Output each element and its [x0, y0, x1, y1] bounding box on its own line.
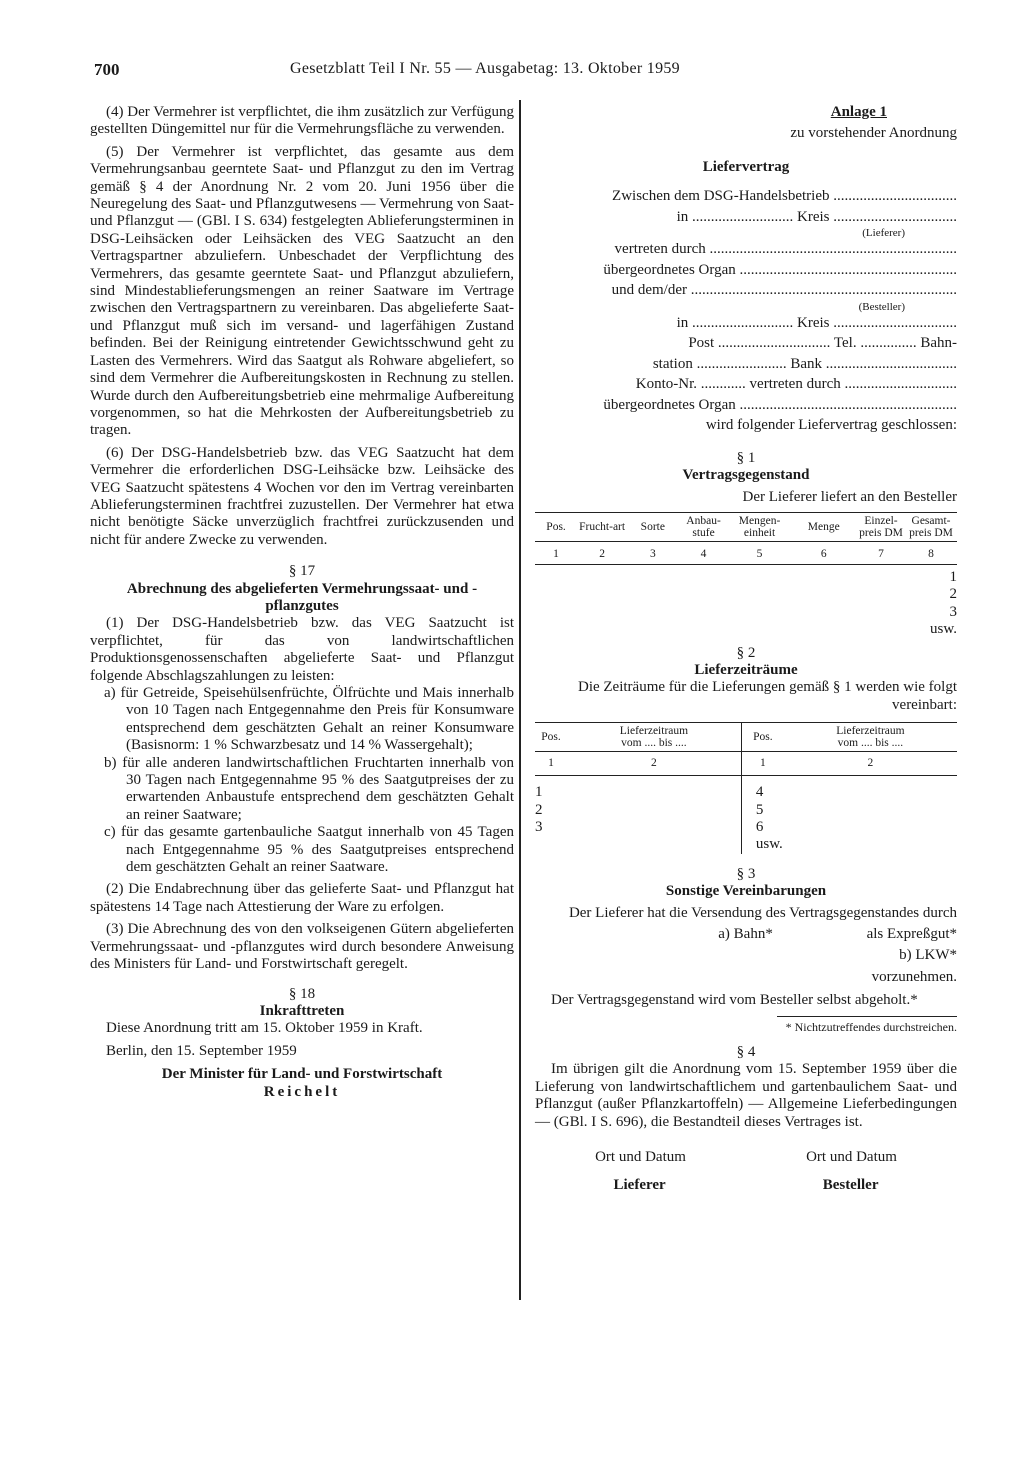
- table-row: 3: [949, 603, 957, 620]
- footnote-text: * Nichtzutreffendes durchstreichen.: [777, 1016, 957, 1036]
- form-line-account: Konto-Nr. ............ vertreten durch ..............................: [635, 376, 957, 393]
- signer-title: Der Minister für Land- und Forstwirtschaft: [161, 1066, 443, 1083]
- page-number: 700: [94, 60, 120, 79]
- signature-places: [535, 1149, 957, 1166]
- table-row: 1: [949, 568, 957, 585]
- col-period-left: [567, 723, 741, 752]
- section-18-text: Diese Anordnung tritt am 15. Oktober 1959 in Kraft.: [106, 1020, 423, 1037]
- section-4-number: § 4: [736, 1044, 756, 1061]
- col-pos-left: Pos.: [535, 723, 567, 752]
- col-number: 1: [535, 541, 577, 564]
- paragraph-4: (4) Der Vermehrer ist verpflichtet, die ihm zusätzlich zur Verfügung gestellten Düngemittel nur für die Vermehrungsfläche zu verwenden.: [90, 104, 514, 138]
- form-line-and: und dem/der .......................................................................: [611, 282, 957, 299]
- section-1-title: Vertragsgegenstand: [682, 467, 810, 484]
- period-rows-right: 4 5 6 usw.: [741, 776, 957, 854]
- label-lieferer: (Lieferer): [862, 227, 905, 240]
- col-gesamtpreis: Gesamt-preis DM: [905, 512, 957, 541]
- items-table: [535, 512, 957, 565]
- section-3-number: § 3: [736, 865, 756, 882]
- form-line-between: Zwischen dem DSG-Handelsbetrieb .................................: [612, 188, 957, 205]
- section-3-text: Der Lieferer hat die Versendung des Vertragsgegenstandes durch: [568, 904, 957, 921]
- col-number: 4: [679, 541, 729, 564]
- section-17-title: Abrechnung des abgelieferten Vermehrungssaat- und -pflanzgutes: [126, 580, 478, 614]
- col-number: 2: [577, 541, 627, 564]
- contract-title: Liefervertrag: [702, 158, 790, 175]
- section-17-paragraph-3: (3) Die Abrechnung des von den volkseigenen Gütern abgelieferten Vermehrungssaat- und -pflanzgutes wird durch besondere Anweisung des Ministers für Land- und Forstwirtschaft geregelt.: [90, 921, 514, 973]
- section-17-item-a: a) für Getreide, Speisehülsenfrüchte, Ölfrüchte und Mais innerhalb von 10 Tagen nach Entgegennahme den Preis für Konsumware entsprechend dem geschätzten Gehalt an reiner Konsumware (Basisnorm: 1 % Schwarzbesatz und 14 % Wassergehalt);: [104, 685, 514, 754]
- place-date-lieferer: Ort und Datum: [595, 1149, 686, 1166]
- col-number: 2: [784, 752, 957, 776]
- col-anbaustufe: Anbau-stufe: [679, 512, 729, 541]
- section-4-text: Im übrigen gilt die Anordnung vom 15. September 1959 über die Lieferung von landwirtschaftlichem und gartenbaulichem Saat- und Pflanzgut (außer Pflanzkartoffeln) — Allgemeine Lieferbedingungen — (GBl. I S. 696), die Bestandteil dieses Vertrages ist.: [535, 1061, 957, 1130]
- period-rows-left: 1 2 3: [535, 784, 543, 835]
- col-number: 7: [857, 541, 905, 564]
- signature-parties: [535, 1177, 957, 1194]
- right-column: [535, 104, 957, 1194]
- col-mengeneinheit: Mengen-einheit: [729, 512, 791, 541]
- section-18-title: Inkrafttreten: [259, 1002, 345, 1019]
- section-2-number: § 2: [736, 644, 756, 661]
- form-line-superior-2: übergeordnetes Organ ..........................................................: [603, 396, 957, 413]
- col-period-right: [784, 723, 957, 752]
- section-18-number: § 18: [288, 985, 316, 1002]
- section-17-paragraph-2: (2) Die Endabrechnung über das gelieferte Saat- und Pflanzgut hat spätestens 14 Tage nach Attestierung der Ware zu erfolgen.: [90, 881, 514, 915]
- annex-label: Anlage 1: [830, 104, 887, 120]
- section-17-paragraph-1: (1) Der DSG-Handelsbetrieb bzw. das VEG Saatzucht ist verpflichtet, für das von landwirtschaftlichen Produktionsgenossenschaften abgelieferte Saat- und Pflanzgut folgende Abschlagszahlungen zu leisten:: [90, 615, 514, 684]
- paragraph-6: (6) Der DSG-Handelsbetrieb bzw. das VEG Saatzucht hat dem Vermehrer die erforderlichen DSG-Leihsäcke bzw. Leihsäcke des VEG Saatzucht spätestens 4 Wochen vor den im Vertrag vereinbarten Ablieferungsterminen frachtfrei zuzustellen. Der Vermehrer hat etwa nicht benötigte Säcke unverzüglich frachtfrei zurückzusenden und nicht für andere Zwecke zu verwenden.: [90, 444, 514, 548]
- periods-table: [535, 722, 957, 854]
- items-row-list: [535, 569, 957, 639]
- form-line-place-1: in ........................... Kreis .................................: [676, 208, 957, 225]
- form-line-concluded: wird folgender Liefervertrag geschlossen:: [705, 417, 957, 434]
- col-number: 1: [741, 752, 784, 776]
- col-number: 6: [791, 541, 857, 564]
- option-abholung: Der Vertragsgegenstand wird vom Besteller selbst abgeholt.*: [551, 992, 918, 1009]
- section-17-item-c: c) für das gesamte gartenbauliche Saatgut innerhalb von 45 Tagen nach Entgegennahme 95 % des Saatgutpreises entsprechend dem geschätzten Gehalt an reiner Saatware.: [104, 824, 514, 876]
- signature-besteller: Besteller: [822, 1176, 879, 1193]
- signer-name: Reichelt: [263, 1083, 341, 1100]
- col-fruchtart: Frucht-art: [577, 512, 627, 541]
- period-range: vom .... bis ....: [837, 737, 904, 750]
- period-label: Lieferzeitraum: [836, 725, 905, 738]
- period-range: vom .... bis ....: [621, 737, 687, 750]
- column-divider: [519, 100, 521, 1300]
- place-date-besteller: Ort und Datum: [806, 1149, 897, 1166]
- option-bahn: [535, 926, 957, 943]
- place-date: Berlin, den 15. September 1959: [106, 1042, 297, 1059]
- form-line-superior-1: übergeordnetes Organ ..........................................................: [603, 261, 957, 278]
- section-17-number: § 17: [288, 563, 316, 580]
- option-vorzunehmen: vorzunehmen.: [871, 968, 957, 985]
- section-17-item-b: b) für alle anderen landwirtschaftlichen Fruchtarten innerhalb von 30 Tagen nach Entgegennahme 95 % des Saatgutpreises der zu erwartenden Anbaustufe entsprechend dem geschätzten Gehalt an reiner Saatware;: [104, 754, 514, 823]
- option-express-label: als Expreßgut*: [866, 926, 957, 943]
- form-line-station: station ........................ Bank ...................................: [652, 355, 957, 372]
- section-2-text: Die Zeiträume für die Lieferungen gemäß § 1 werden wie folgt vereinbart:: [577, 679, 957, 713]
- section-2-title: Lieferzeiträume: [694, 661, 798, 678]
- option-lkw: b) LKW*: [899, 947, 957, 964]
- col-pos: Pos.: [535, 512, 577, 541]
- form-line-place-2: in ........................... Kreis .................................: [676, 314, 957, 331]
- col-number: 5: [729, 541, 791, 564]
- footnote: [535, 1016, 957, 1036]
- running-title: Gesetzblatt Teil I Nr. 55 — Ausgabetag: 13. Oktober 1959: [290, 60, 680, 77]
- form-line-represented: vertreten durch ..................................................................: [614, 241, 957, 258]
- section-1-text: Der Lieferer liefert an den Besteller: [742, 488, 957, 505]
- form-line-post: Post .............................. Tel. ............... Bahn-: [688, 335, 957, 352]
- section-1-number: § 1: [736, 449, 756, 466]
- col-number: 8: [905, 541, 957, 564]
- period-label: Lieferzeitraum: [619, 725, 689, 738]
- left-column: [90, 104, 514, 1101]
- option-bahn-label: a) Bahn*: [718, 926, 773, 943]
- section-3-title: Sonstige Vereinbarungen: [665, 883, 827, 900]
- col-number: 3: [627, 541, 678, 564]
- label-besteller: (Besteller): [858, 300, 905, 313]
- annex-subtitle: zu vorstehender Anordnung: [790, 125, 957, 142]
- col-einzelpreis: Einzel-preis DM: [857, 512, 905, 541]
- table-row: usw.: [930, 621, 957, 638]
- col-sorte: Sorte: [627, 512, 678, 541]
- col-number: 2: [567, 752, 741, 776]
- col-pos-right: Pos.: [741, 723, 784, 752]
- signature-lieferer: Lieferer: [613, 1176, 666, 1193]
- table-row: 2: [949, 586, 957, 603]
- paragraph-5: (5) Der Vermehrer ist verpflichtet, das gesamte aus dem Vermehrungsanbau geerntete Saat- und Pflanzgut zu den im Vertrag gemäß § 4 der Anordnung Nr. 2 vom 20. Juni 1956 über die Neuregelung des Saat- und Pflanzgutwesens — Vermehrung von Saat- und Pflanzgut — (GBl. I S. 634) festgelegten Ablieferungsterminen in DSG-Leihsäcken oder Leihsäcken des VEG Saatzucht an den Vertragspartner abzuliefern. Unbeschadet der Verpflichtung des Vermehrers, das gesamte geerntete Saat- und Pflanzgut abzuliefern, sind Mindestablieferungsmengen an reiner Saatware im Vertrage zwischen den Vertragspartnern zu vereinbaren. Das abgelieferte Saat- und Pflanzgut muß sich im versand- und lagerfähigen Zustand befinden. Bei der Reinigung eintretender Gewichtsschwund geht zu Lasten des Vermehrers. Wird das Saatgut als Rohware abgeliefert, so sind dem Vermehrer die Aufbereitungskosten in Rechnung zu stellen. Wurde durch den Aufbereitungsbetrieb eine mehrmalige Aufbereitung vorgenommen, so hat die Mehrkosten der Aufbereitungsbetrieb zu tragen.: [90, 143, 514, 439]
- col-number: 1: [535, 752, 567, 776]
- col-menge: Menge: [791, 512, 857, 541]
